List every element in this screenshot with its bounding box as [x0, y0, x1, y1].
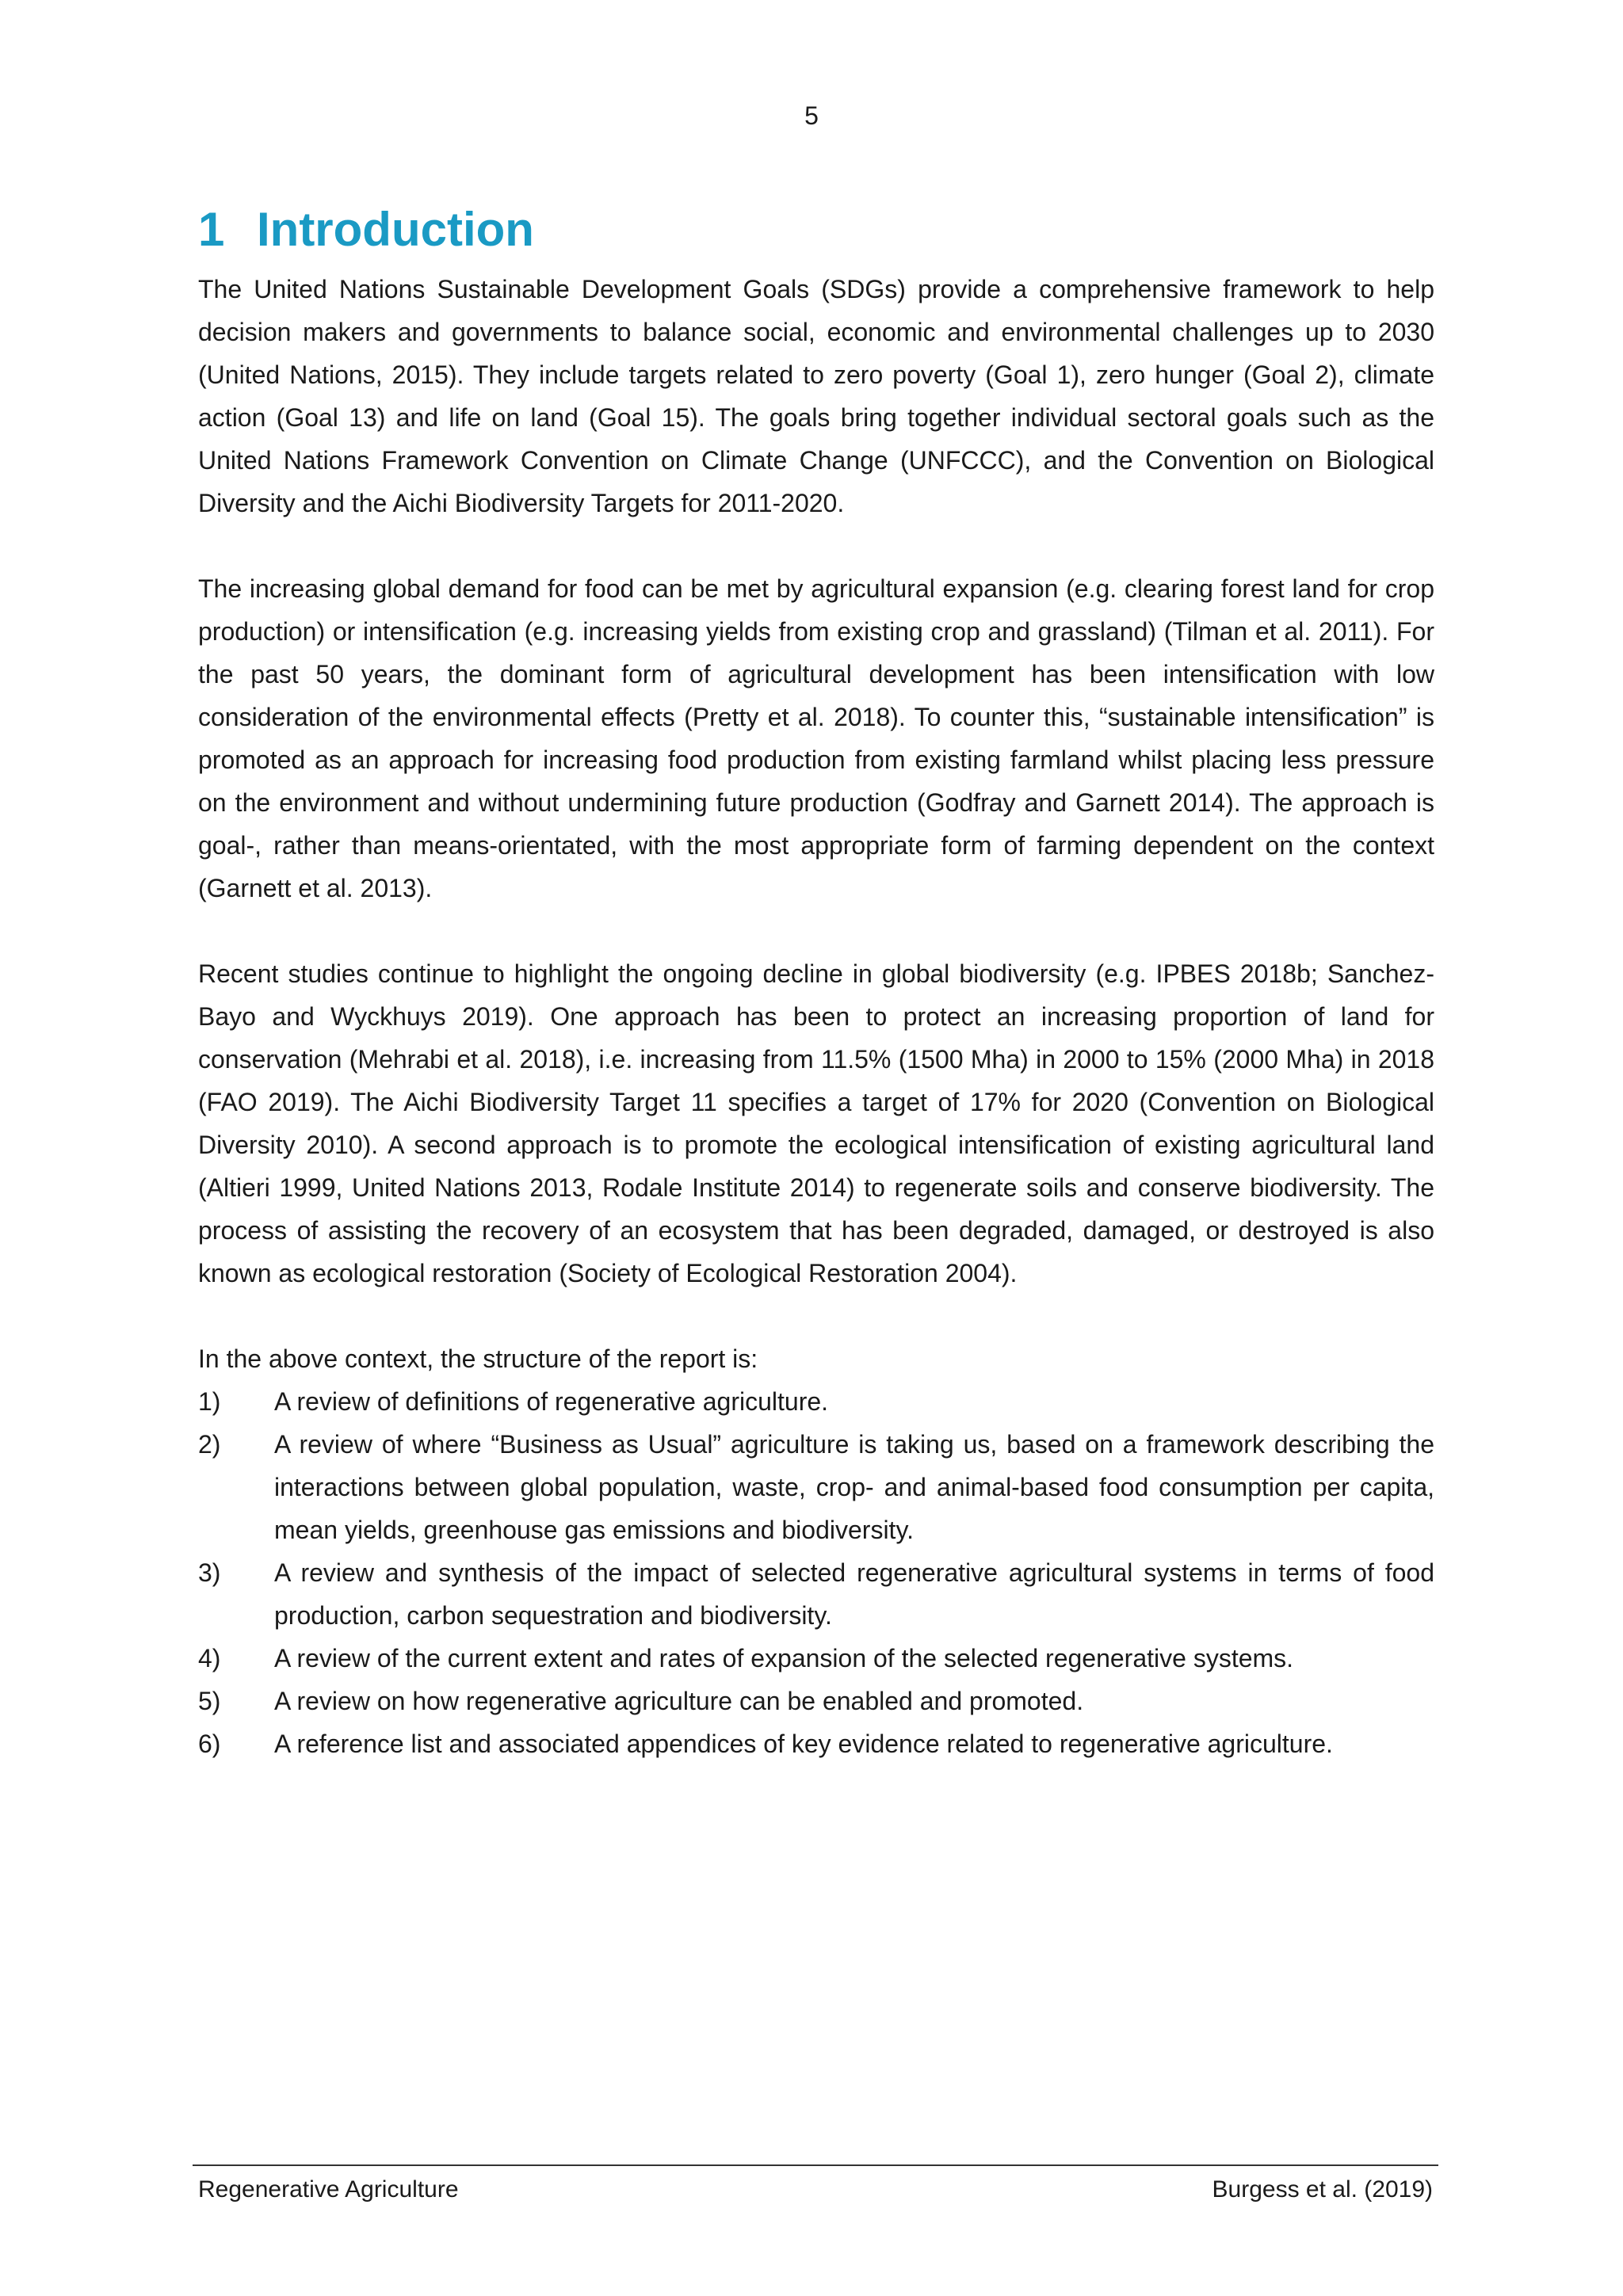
list-item-text: A review and synthesis of the impact of selected regenerative agricultural systems in terms of food production, carbon sequestration and biodiversity.	[274, 1558, 1434, 1630]
list-item-number: 6)	[198, 1730, 221, 1758]
page-footer	[193, 2164, 1438, 2206]
paragraph-report-structure: In the above context, the structure of the report is:	[198, 1344, 758, 1373]
list-item-text: A reference list and associated appendices of key evidence related to regenerative agriculture.	[274, 1730, 1333, 1758]
list-item-number: 5)	[198, 1687, 221, 1715]
footer-report-title: Regenerative Agriculture	[198, 2176, 459, 2203]
paragraph-food-demand: The increasing global demand for food can be met by agricultural expansion (e.g. clearing forest land for crop production) or intensification (e.g. increasing yields from existing crop and grassland) (Tilman et al. 2011). For the past 50 years, the dominant form of agricultural development has been intensification with low consideration of the environmental effects (Pretty et al. 2018). To counter this, “sustainable intensification” is promoted as an approach for increasing food production from existing farmland whilst placing less pressure on the environment and without undermining future production (Godfray and Garnett 2014). The approach is goal-, rather than means-orientated, with the most appropriate form of farming dependent on the context (Garnett et al. 2013).	[198, 574, 1434, 902]
section-heading	[198, 200, 1434, 260]
list-item-number: 1)	[198, 1387, 221, 1416]
list-item	[198, 1637, 1434, 1680]
paragraph-sdgs: The United Nations Sustainable Development Goals (SDGs) provide a comprehensive framework to help decision makers and governments to balance social, economic and environmental challenges up to 2030 (United Nations, 2015). They include targets related to zero poverty (Goal 1), zero hunger (Goal 2), climate action (Goal 13) and life on land (Goal 15). The goals bring together individual sectoral goals such as the United Nations Framework Convention on Climate Change (UNFCCC), and the Convention on Biological Diversity and the Aichi Biodiversity Targets for 2011-2020.	[198, 275, 1434, 517]
section-title: Introduction	[257, 203, 534, 256]
list-item-number: 4)	[198, 1644, 221, 1672]
paragraph-biodiversity: Recent studies continue to highlight the ongoing decline in global biodiversity (e.g. IPBES 2018b; Sanchez-Bayo and Wyckhuys 2019). One approach has been to protect an increasing proportion of land for conservation (Mehrabi et al. 2018), i.e. increasing from 11.5% (1500 Mha) in 2000 to 15% (2000 Mha) in 2018 (FAO 2019). The Aichi Biodiversity Target 11 specifies a target of 17% for 2020 (Convention on Biological Diversity 2010). A second approach is to promote the ecological intensification of existing agricultural land (Altieri 1999, United Nations 2013, Rodale Institute 2014) to regenerate soils and conserve biodiversity. The process of assisting the recovery of an ecosystem that has been degraded, damaged, or destroyed is also known as ecological restoration (Society of Ecological Restoration 2004).	[198, 959, 1434, 1287]
page-content	[198, 200, 1434, 1765]
list-item-text: A review of where “Business as Usual” agriculture is taking us, based on a framework describing the interactions between global population, waste, crop- and animal-based food consumption per capita, mean yields, greenhouse gas emissions and biodiversity.	[274, 1430, 1434, 1544]
list-item	[198, 1551, 1434, 1637]
footer-citation: Burgess et al. (2019)	[1212, 2176, 1433, 2203]
list-item	[198, 1680, 1434, 1722]
list-item	[198, 1423, 1434, 1551]
list-item	[198, 1380, 1434, 1423]
list-item-text: A review of the current extent and rates of expansion of the selected regenerative systems.	[274, 1644, 1294, 1672]
list-item-text: A review of definitions of regenerative agriculture.	[274, 1387, 829, 1416]
list-item	[198, 1722, 1434, 1765]
report-structure-list	[198, 1380, 1434, 1765]
page-number: 5	[804, 101, 819, 130]
section-number: 1	[198, 203, 225, 256]
list-item-number: 3)	[198, 1558, 221, 1587]
list-item-number: 2)	[198, 1430, 221, 1459]
list-item-text: A review on how regenerative agriculture can be enabled and promoted.	[274, 1687, 1084, 1715]
